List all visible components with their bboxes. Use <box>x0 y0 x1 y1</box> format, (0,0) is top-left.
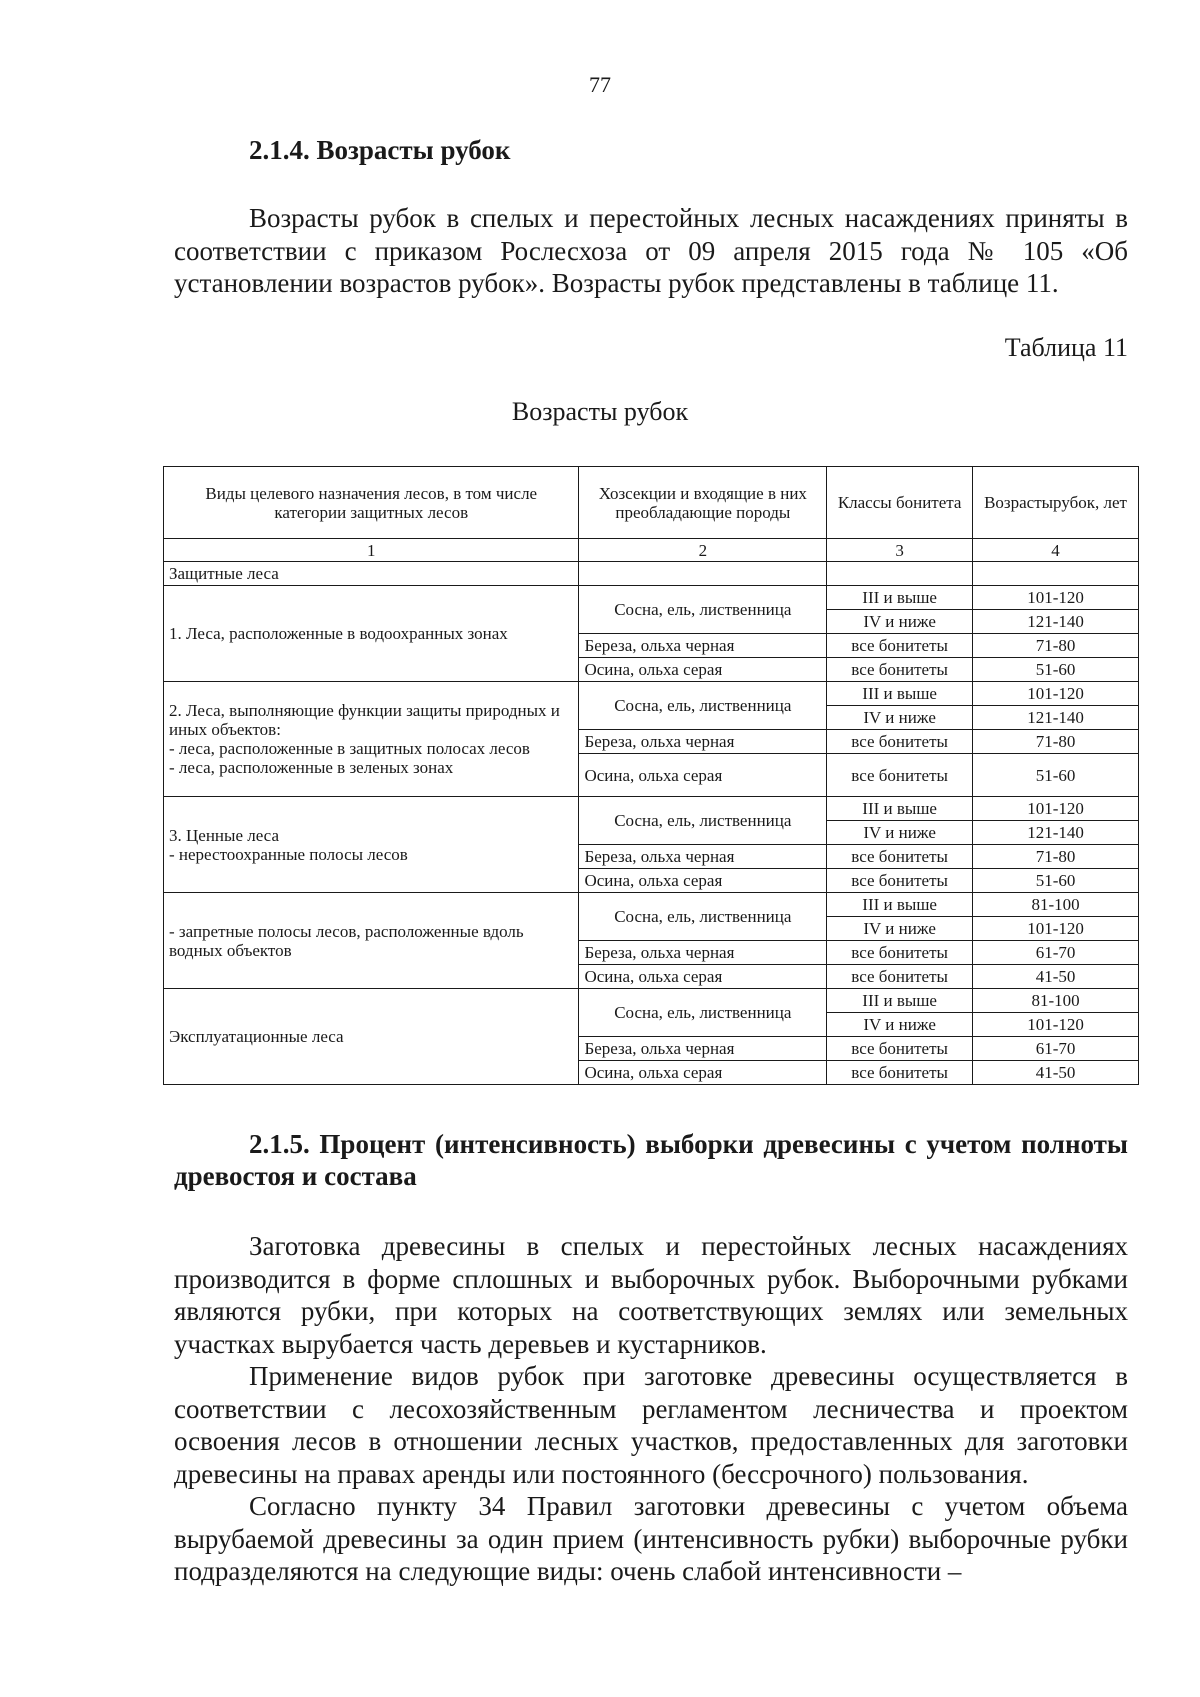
cutting-age-cell: 101-120 <box>973 1013 1139 1037</box>
cutting-age-cell: 121-140 <box>973 610 1139 634</box>
cutting-age-cell: 51-60 <box>973 754 1139 797</box>
cutting-age-cell: 61-70 <box>973 941 1139 965</box>
cutting-age-cell: 101-120 <box>973 917 1139 941</box>
cutting-age-cell: 71-80 <box>973 634 1139 658</box>
cutting-age-cell: 121-140 <box>973 821 1139 845</box>
body-paragraph-1: Заготовка древесины в спелых и перестойных лесных насаждениях производится в форме сплошных и выборочных рубок. Выборочными рубками являются рубки, при которых на соответствующих землях или земельных участках вырубается часть деревьев и кустарников. <box>174 1231 1128 1359</box>
site-class-cell: III и выше <box>827 797 973 821</box>
section-protective-forests: Защитные леса <box>164 562 579 586</box>
group-name: - запретные полосы лесов, расположенные вдоль водных объектов <box>164 893 579 989</box>
column-number: 3 <box>827 539 973 562</box>
site-class-cell: все бонитеты <box>827 754 973 797</box>
species-cell: Сосна, ель, лиственница <box>579 989 827 1037</box>
cutting-age-cell: 101-120 <box>973 586 1139 610</box>
table-section-row <box>164 562 1139 586</box>
species-cell: Сосна, ель, лиственница <box>579 682 827 730</box>
site-class-cell: все бонитеты <box>827 869 973 893</box>
table-header-row <box>164 467 1139 539</box>
species-cell: Осина, ольха серая <box>579 658 827 682</box>
header-economic-sections: Хозсекции и входящие в них преобладающие породы <box>579 467 827 539</box>
cutting-age-cell: 51-60 <box>973 658 1139 682</box>
species-cell: Береза, ольха черная <box>579 941 827 965</box>
site-class-cell: все бонитеты <box>827 1037 973 1061</box>
table-title: Возрасты рубок <box>511 397 689 426</box>
site-class-cell: IV и ниже <box>827 821 973 845</box>
header-cutting-age: Возрастырубок, лет <box>973 467 1139 539</box>
cutting-age-cell: 101-120 <box>973 797 1139 821</box>
cutting-age-cell: 121-140 <box>973 706 1139 730</box>
species-cell: Береза, ольха черная <box>579 730 827 754</box>
site-class-cell: III и выше <box>827 586 973 610</box>
body-paragraph-3: Согласно пункту 34 Правил заготовки древесины с учетом объема вырубаемой древесины за один прием (интенсивность рубки) выборочные рубки подразделяются на следующие виды: очень слабой интенсивности – <box>174 1491 1128 1586</box>
cutting-age-cell: 61-70 <box>973 1037 1139 1061</box>
site-class-cell: все бонитеты <box>827 1061 973 1085</box>
site-class-cell: IV и ниже <box>827 917 973 941</box>
cutting-age-cell: 71-80 <box>973 845 1139 869</box>
site-class-cell: все бонитеты <box>827 634 973 658</box>
page-number: 77 <box>589 72 611 97</box>
table-row <box>164 797 1139 821</box>
group-name: 3. Ценные леса - нерестоохранные полосы лесов <box>164 797 579 893</box>
site-class-cell: все бонитеты <box>827 658 973 682</box>
cutting-age-cell: 41-50 <box>973 1061 1139 1085</box>
site-class-cell: IV и ниже <box>827 706 973 730</box>
table-row <box>164 682 1139 706</box>
site-class-cell: IV и ниже <box>827 610 973 634</box>
cutting-age-cell: 101-120 <box>973 682 1139 706</box>
site-class-cell: III и выше <box>827 893 973 917</box>
header-site-class: Классы бонитета <box>827 467 973 539</box>
column-number-row <box>164 539 1139 562</box>
site-class-cell: все бонитеты <box>827 730 973 754</box>
species-cell: Береза, ольха черная <box>579 634 827 658</box>
column-number: 2 <box>579 539 827 562</box>
species-cell: Осина, ольха серая <box>579 869 827 893</box>
table-row <box>164 989 1139 1013</box>
site-class-cell: III и выше <box>827 989 973 1013</box>
cutting-age-cell: 81-100 <box>973 893 1139 917</box>
group-name: 1. Леса, расположенные в водоохранных зонах <box>164 586 579 682</box>
cutting-age-cell: 81-100 <box>973 989 1139 1013</box>
site-class-cell: все бонитеты <box>827 941 973 965</box>
cutting-age-cell: 71-80 <box>973 730 1139 754</box>
species-cell: Осина, ольха серая <box>579 754 827 797</box>
table-row <box>164 893 1139 917</box>
group-name: Эксплуатационные леса <box>164 989 579 1085</box>
column-number: 4 <box>973 539 1139 562</box>
cutting-age-cell: 41-50 <box>973 965 1139 989</box>
body-paragraph-2: Применение видов рубок при заготовке древесины осуществляется в соответствии с лесохозяйственным регламентом лесничества и проектом освоения лесов в отношении лесных участков, предоставленных для заготовки древесины на правах аренды или постоянного (бессрочного) пользования. <box>174 1361 1128 1489</box>
header-forest-purpose: Виды целевого назначения лесов, в том числе категории защитных лесов <box>164 467 579 539</box>
site-class-cell: IV и ниже <box>827 1013 973 1037</box>
site-class-cell: III и выше <box>827 682 973 706</box>
column-number: 1 <box>164 539 579 562</box>
cutting-age-cell: 51-60 <box>973 869 1139 893</box>
section-heading-2-1-5: 2.1.5. Процент (интенсивность) выборки древесины с учетом полноты древостоя и состава <box>174 1129 1128 1191</box>
species-cell: Береза, ольха черная <box>579 845 827 869</box>
species-cell: Осина, ольха серая <box>579 1061 827 1085</box>
species-cell: Сосна, ель, лиственница <box>579 586 827 634</box>
intro-paragraph: Возрасты рубок в спелых и перестойных лесных насаждениях приняты в соответствии с приказом Рослесхоза от 09 апреля 2015 года № 105 «Об установлении возрастов рубок». Возрасты рубок представлены в таблице 11. <box>174 203 1128 298</box>
site-class-cell: все бонитеты <box>827 845 973 869</box>
species-cell: Сосна, ель, лиственница <box>579 893 827 941</box>
cutting-age-table <box>163 466 1139 1085</box>
species-cell: Береза, ольха черная <box>579 1037 827 1061</box>
table-label: Таблица 11 <box>1004 333 1128 362</box>
site-class-cell: все бонитеты <box>827 965 973 989</box>
species-cell: Сосна, ель, лиственница <box>579 797 827 845</box>
section-heading-2-1-4: 2.1.4. Возрасты рубок <box>249 135 511 165</box>
table-row <box>164 586 1139 610</box>
group-name: 2. Леса, выполняющие функции защиты природных и иных объектов: - леса, расположенные в защитных полосах лесов - леса, расположенные в зеленых зонах <box>164 682 579 797</box>
species-cell: Осина, ольха серая <box>579 965 827 989</box>
